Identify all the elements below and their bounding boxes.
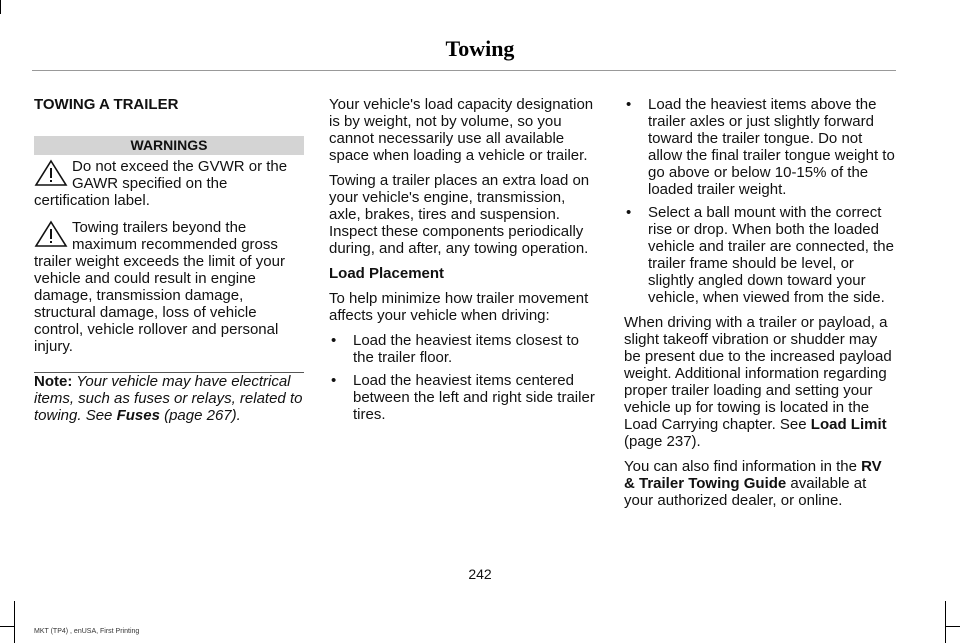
warning-text: Do not exceed the GVWR or the GAWR specified on the certification label.: [34, 158, 288, 209]
paragraph-guide: [624, 458, 896, 509]
paragraph-extra-load: Towing a trailer places an extra load on your vehicle's engine, transmission, axle, brakes, tires and suspension. Inspect these components periodically during, and after, any towing operation.: [329, 172, 590, 257]
list-item: [624, 96, 896, 198]
rv-guide-link[interactable]: RV & Trailer Towing Guide: [624, 458, 882, 492]
header-divider: [32, 70, 896, 71]
paragraph-vibration-text: When driving with a trailer or payload, a slight takeoff vibration or shudder may be present due to the increased payload weight. Additional information regarding proper trailer loading and setting your vehicle up for towing is located in the Load Carrying chapter. See: [624, 314, 892, 433]
list-item-text: Select a ball mount with the correct rise or drop. When both the loaded vehicle and trailer are connected, the trailer frame should be level, or slightly angled down toward your vehicle, when viewed from the side.: [648, 204, 894, 306]
bullet-icon: •: [626, 204, 632, 221]
warning-item: [34, 158, 304, 209]
note-label: Note:: [34, 373, 73, 390]
subheading-load-placement: Load Placement: [329, 265, 445, 282]
page-title: Towing: [445, 36, 515, 61]
print-info: MKT (TP4) , enUSA, First Printing: [34, 628, 140, 635]
bullet-icon: •: [626, 96, 632, 113]
bullet-icon: •: [331, 372, 337, 389]
warning-triangle-icon: [34, 159, 68, 187]
warnings-banner: WARNINGS: [34, 136, 304, 155]
column-left: [34, 96, 304, 432]
crop-mark: [946, 626, 960, 627]
paragraph-vibration: [624, 314, 896, 450]
list-item: [624, 204, 896, 306]
column-right: [624, 96, 896, 517]
list-item-text: Load the heaviest items centered between the left and right side trailer tires.: [353, 372, 595, 423]
list-item-text: Load the heaviest items above the trailer axles or just slightly forward toward the trailer tongue. Do not allow the final trailer tongue weight to go above or below 10-15% of the loaded trailer weight.: [648, 96, 895, 198]
section-heading: TOWING A TRAILER: [34, 96, 179, 113]
paragraph-guide-tail: available at your authorized dealer, or online.: [624, 475, 867, 509]
paragraph-guide-text: You can also find information in the: [624, 458, 862, 475]
load-bullet-list: [329, 332, 601, 423]
note-page-ref: (page 267).: [159, 407, 241, 424]
note-text: Your vehicle may have electrical items, such as fuses or relays, related to towing. See: [34, 373, 303, 424]
load-limit-link[interactable]: Load Limit: [810, 416, 887, 433]
load-bullet-list-continued: [624, 96, 896, 306]
crop-mark: [945, 601, 946, 643]
crop-mark: [14, 601, 15, 643]
paragraph-load-capacity: Your vehicle's load capacity designation is by weight, not by volume, so you cannot necessarily use all available space when loading a vehicle or trailer.: [329, 96, 594, 164]
load-limit-page-ref: (page 237).: [624, 433, 701, 450]
crop-mark: [0, 626, 14, 627]
fuses-link[interactable]: Fuses: [116, 407, 160, 424]
column-middle: [329, 96, 601, 431]
list-item: [329, 332, 601, 366]
page-number: 242: [468, 566, 492, 582]
warning-text: Towing trailers beyond the maximum recommended gross trailer weight exceeds the limit of your vehicle and could result in engine damage, transmission damage, structural damage, loss of vehicle control, vehicle rollover and personal injury.: [34, 219, 285, 355]
warning-item: [34, 219, 304, 355]
crop-mark: [0, 0, 1, 14]
warning-triangle-icon: [34, 220, 68, 248]
paragraph-minimize-movement: To help minimize how trailer movement affects your vehicle when driving:: [329, 290, 589, 324]
list-item: [329, 372, 601, 423]
list-item-text: Load the heaviest items closest to the trailer floor.: [353, 332, 579, 366]
note-paragraph: [34, 373, 304, 424]
bullet-icon: •: [331, 332, 337, 349]
